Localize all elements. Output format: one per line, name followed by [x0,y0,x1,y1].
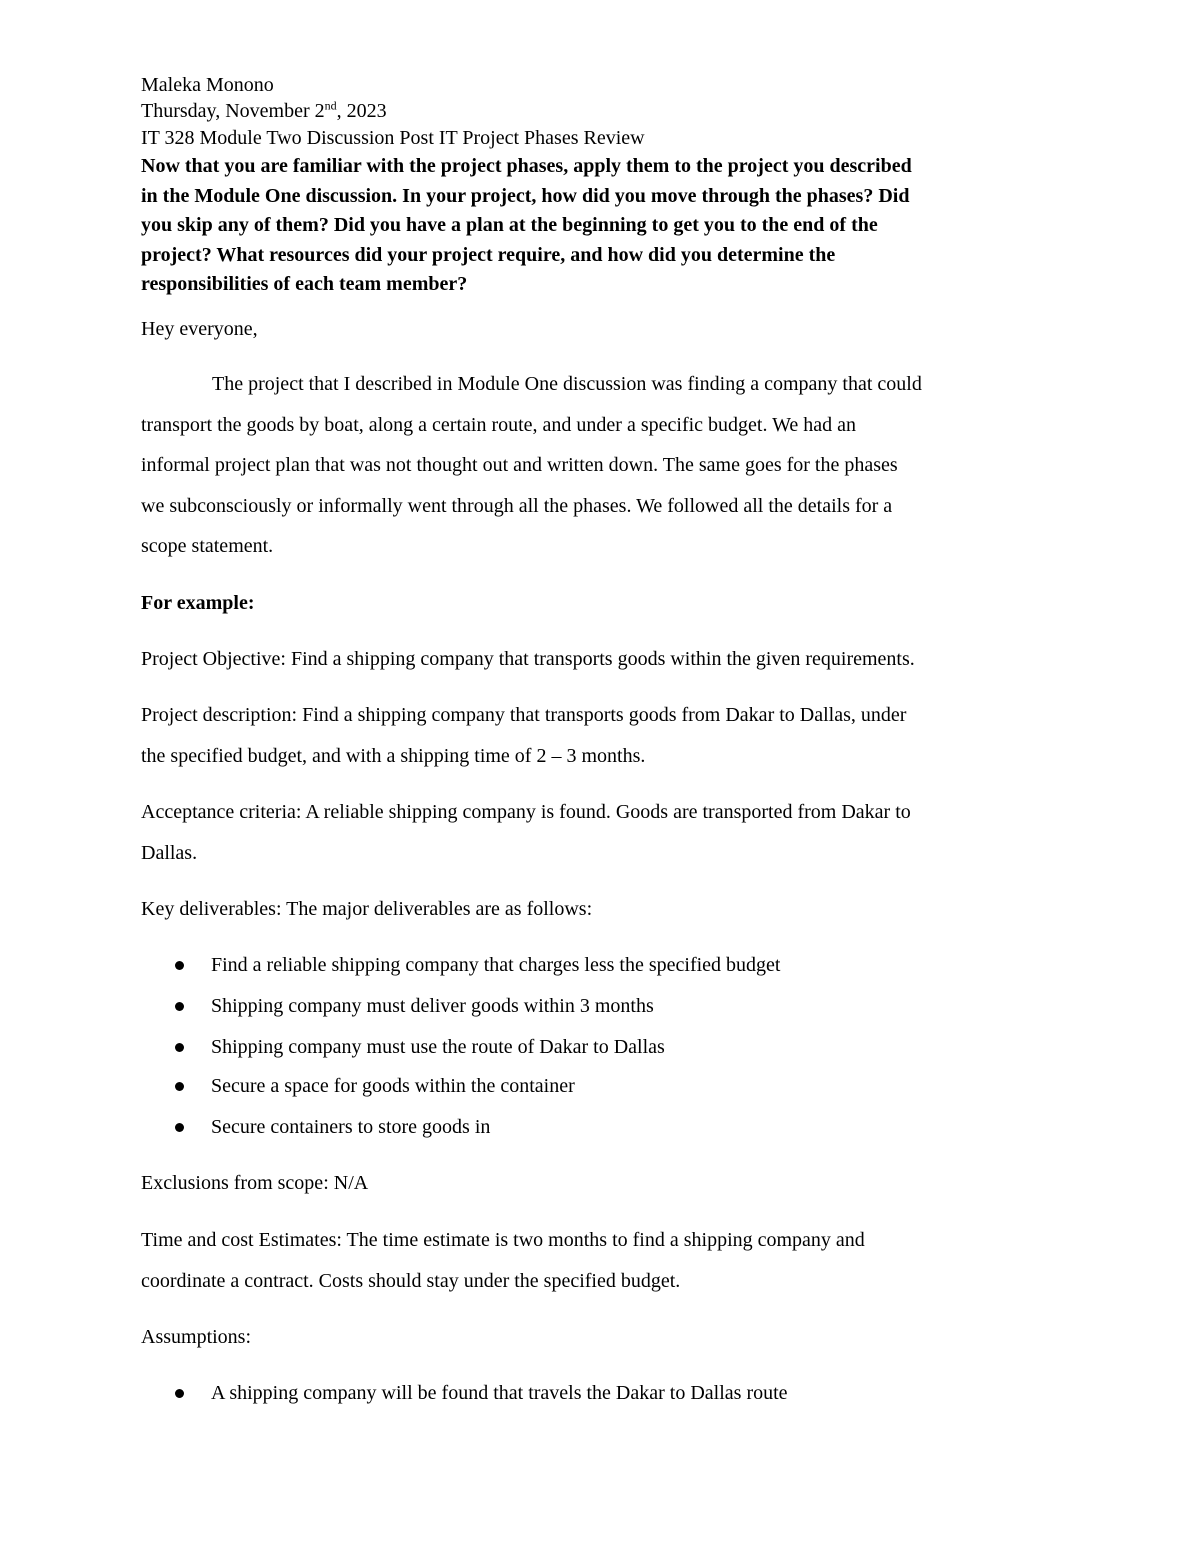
paragraph-line: transport the goods by boat, along a certain route, and under a specific budget. We had an [141,413,857,436]
prompt-line: in the Module One discussion. In your project, how did you move through the phases? Did [141,184,910,207]
date-prefix: Thursday, November 2 [141,100,325,122]
author-name: Maleka Monono [141,74,274,96]
list-item-text: A shipping company will be found that travels the Dakar to Dallas route [211,1382,788,1404]
greeting: Hey everyone, [141,318,258,340]
post-date [141,98,387,125]
list-item-text: Shipping company must use the route of Dakar to Dallas [211,1036,665,1058]
discussion-prompt [141,152,1061,300]
assumptions-label: Assumptions: [141,1326,252,1348]
date-suffix: , 2023 [336,100,387,122]
prompt-line: Now that you are familiar with the project phases, apply them to the project you described [141,155,912,177]
example-heading: For example: [141,592,255,614]
time-cost-estimates [141,1227,865,1308]
paragraph-line: scope statement. [141,535,274,558]
list-item-text: Shipping company must deliver goods within 3 months [211,995,654,1017]
bullet-icon [175,1389,184,1398]
paragraph-line: Project description: Find a shipping company that transports goods from Dakar to Dallas, under [141,704,907,726]
deliverables-intro: Key deliverables: The major deliverables are as follows: [141,898,593,920]
intro-paragraph [141,371,922,574]
exclusions-from-scope: Exclusions from scope: N/A [141,1172,369,1194]
paragraph-line: Acceptance criteria: A reliable shipping company is found. Goods are transported from Dakar to [141,801,911,823]
course-title: IT 328 Module Two Discussion Post IT Project Phases Review [141,127,645,149]
project-objective: Project Objective: Find a shipping company that transports goods within the given requirements. [141,648,915,670]
project-description [141,702,906,783]
paragraph-line: Dallas. [141,841,198,864]
bullet-icon [175,1082,184,1091]
paragraph-line: the specified budget, and with a shipping time of 2 – 3 months. [141,744,646,767]
paragraph-line: coordinate a contract. Costs should stay under the specified budget. [141,1269,681,1292]
bullet-icon [175,1043,184,1052]
acceptance-criteria [141,799,911,880]
paragraph-line: we subconsciously or informally went through all the phases. We followed all the details for a [141,494,893,517]
list-item-text: Secure a space for goods within the container [211,1075,575,1097]
prompt-line: you skip any of them? Did you have a plan at the beginning to get you to the end of the [141,214,878,236]
paragraph-line: The project that I described in Module One discussion was finding a company that could [212,373,922,395]
bullet-icon [175,961,184,970]
date-ordinal: nd [324,98,337,113]
prompt-line: responsibilities of each team member? [141,273,468,295]
paragraph-line: Time and cost Estimates: The time estimate is two months to find a shipping company and [141,1229,865,1251]
bullet-icon [175,1002,184,1011]
bullet-icon [175,1123,184,1132]
list-item-text: Find a reliable shipping company that charges less the specified budget [211,954,781,976]
prompt-line: project? What resources did your project require, and how did you determine the [141,243,836,266]
list-item-text: Secure containers to store goods in [211,1116,491,1138]
paragraph-line: informal project plan that was not thought out and written down. The same goes for the phases [141,454,898,477]
